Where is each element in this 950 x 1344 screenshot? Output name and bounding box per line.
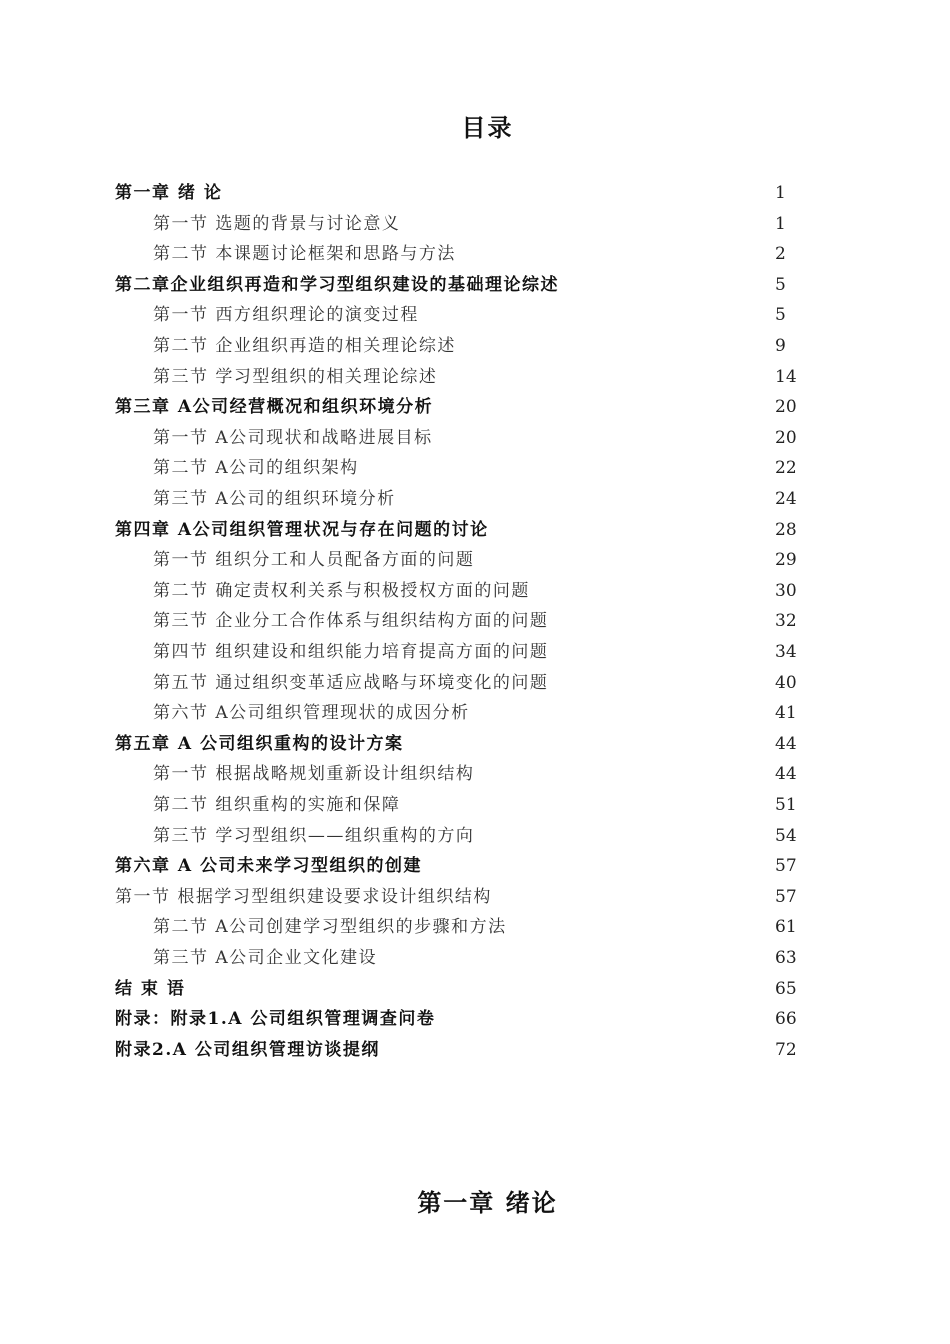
toc-entry-label: 第三节 A公司的组织环境分析 (153, 489, 396, 509)
toc-entry-label: 第一节 组织分工和人员配备方面的问题 (153, 550, 475, 571)
toc-chapter-entry[interactable] (0, 851, 950, 881)
toc-section-entry[interactable] (0, 300, 950, 330)
toc-entry-page-number: 9 (775, 336, 786, 356)
toc-entry-page-number: 66 (775, 1009, 797, 1030)
toc-entry-label: 第二节 组织重构的实施和保障 (153, 795, 401, 815)
toc-chapter-entry[interactable] (0, 270, 950, 300)
toc-entry-label: 第四节 组织建设和组织能力培育提高方面的问题 (153, 642, 549, 662)
toc-entry-page-number: 24 (775, 489, 797, 509)
toc-section-entry[interactable] (0, 943, 950, 973)
toc-chapter-entry[interactable] (0, 1035, 950, 1065)
toc-entry-label: 第五节 通过组织变革适应战略与环境变化的问题 (153, 672, 549, 693)
toc-section-entry[interactable] (0, 362, 950, 392)
toc-section-entry[interactable] (0, 453, 950, 483)
toc-entry-page-number: 2 (775, 244, 786, 265)
toc-section-entry[interactable] (0, 759, 950, 789)
toc-entry-page-number: 14 (775, 366, 797, 387)
toc-entry-label: 第六节 A公司组织管理现状的成因分析 (153, 703, 470, 724)
toc-section-entry[interactable] (0, 912, 950, 942)
toc-entry-page-number: 20 (775, 427, 797, 448)
toc-section-entry[interactable] (0, 331, 950, 361)
toc-entry-label: 第三节 A公司企业文化建设 (153, 948, 378, 968)
toc-chapter-entry[interactable] (0, 178, 950, 208)
toc-chapter-entry[interactable] (0, 515, 950, 545)
toc-chapter-entry[interactable] (0, 1004, 950, 1034)
toc-section-entry[interactable] (0, 698, 950, 728)
toc-entry-page-number: 5 (775, 305, 786, 326)
toc-entry-page-number: 28 (775, 519, 797, 540)
toc-entry-page-number: 57 (775, 886, 797, 907)
toc-entry-label: 第一节 西方组织理论的演变过程 (153, 305, 419, 326)
toc-entry-label: 第一节 A公司现状和战略进展目标 (153, 427, 433, 448)
toc-entry-page-number: 29 (775, 550, 797, 571)
toc-entry-label: 第一节 根据战略规划重新设计组织结构 (153, 764, 475, 785)
toc-entry-label: 第一章 绪 论 (115, 183, 223, 203)
toc-entry-page-number: 54 (775, 825, 797, 846)
toc-section-entry[interactable] (0, 882, 950, 912)
toc-entry-label: 第五章 A 公司组织重构的设计方案 (115, 733, 404, 754)
toc-entry-page-number: 65 (775, 978, 797, 999)
toc-chapter-entry[interactable] (0, 974, 950, 1004)
toc-entry-page-number: 44 (775, 764, 797, 785)
toc-entry-label: 第二章企业组织再造和学习型组织建设的基础理论综述 (115, 274, 559, 295)
toc-entry-page-number: 63 (775, 948, 797, 968)
chapter-heading: 第一章 绪论 (417, 1188, 558, 1217)
toc-entry-label: 第二节 企业组织再造的相关理论综述 (153, 336, 456, 356)
toc-entry-label: 第一节 根据学习型组织建设要求设计组织结构 (115, 886, 492, 907)
toc-section-entry[interactable] (0, 209, 950, 239)
toc-entry-label: 第一节 选题的背景与讨论意义 (153, 213, 401, 234)
toc-entry-page-number: 57 (775, 856, 797, 877)
toc-entry-page-number: 5 (775, 274, 786, 295)
toc-section-entry[interactable] (0, 637, 950, 667)
toc-entry-label: 第四章 A公司组织管理状况与存在问题的讨论 (115, 519, 489, 540)
toc-section-entry[interactable] (0, 239, 950, 269)
toc-section-entry[interactable] (0, 484, 950, 514)
toc-entry-page-number: 61 (775, 917, 797, 938)
toc-entry-label: 第三节 学习型组织——组织重构的方向 (153, 825, 475, 846)
toc-entry-label: 第二节 确定责权利关系与积极授权方面的问题 (153, 580, 530, 601)
toc-entry-page-number: 30 (775, 580, 797, 601)
toc-entry-label: 第六章 A 公司未来学习型组织的创建 (115, 856, 423, 877)
toc-entry-page-number: 20 (775, 397, 797, 418)
toc-entry-label: 第三节 企业分工合作体系与组织结构方面的问题 (153, 611, 549, 632)
toc-section-entry[interactable] (0, 821, 950, 851)
toc-entry-label: 第二节 A公司创建学习型组织的步骤和方法 (153, 917, 507, 938)
toc-entry-label: 附录：附录1.A 公司组织管理调查问卷 (115, 1009, 436, 1030)
toc-entry-page-number: 1 (775, 183, 786, 203)
toc-entry-page-number: 40 (775, 672, 797, 693)
toc-entry-label: 附录2.A 公司组织管理访谈提纲 (115, 1039, 380, 1060)
toc-entry-page-number: 51 (775, 795, 797, 815)
toc-entry-page-number: 1 (775, 213, 786, 234)
toc-section-entry[interactable] (0, 790, 950, 820)
toc-chapter-entry[interactable] (0, 729, 950, 759)
toc-title: 目录 (461, 113, 514, 142)
toc-section-entry[interactable] (0, 668, 950, 698)
toc-entry-page-number: 34 (775, 642, 797, 662)
toc-entry-page-number: 41 (775, 703, 797, 724)
toc-section-entry[interactable] (0, 545, 950, 575)
toc-section-entry[interactable] (0, 576, 950, 606)
toc-entry-page-number: 44 (775, 733, 797, 754)
toc-entry-label: 结 束 语 (115, 978, 186, 999)
toc-entry-label: 第二节 A公司的组织架构 (153, 458, 359, 479)
toc-chapter-entry[interactable] (0, 392, 950, 422)
toc-entry-page-number: 32 (775, 611, 797, 632)
toc-section-entry[interactable] (0, 606, 950, 636)
toc-section-entry[interactable] (0, 423, 950, 453)
toc-entry-label: 第二节 本课题讨论框架和思路与方法 (153, 244, 456, 265)
toc-entry-page-number: 22 (775, 458, 797, 479)
toc-entry-label: 第三节 学习型组织的相关理论综述 (153, 366, 438, 387)
toc-entry-label: 第三章 A公司经营概况和组织环境分析 (115, 397, 434, 418)
toc-entry-page-number: 72 (775, 1039, 797, 1060)
